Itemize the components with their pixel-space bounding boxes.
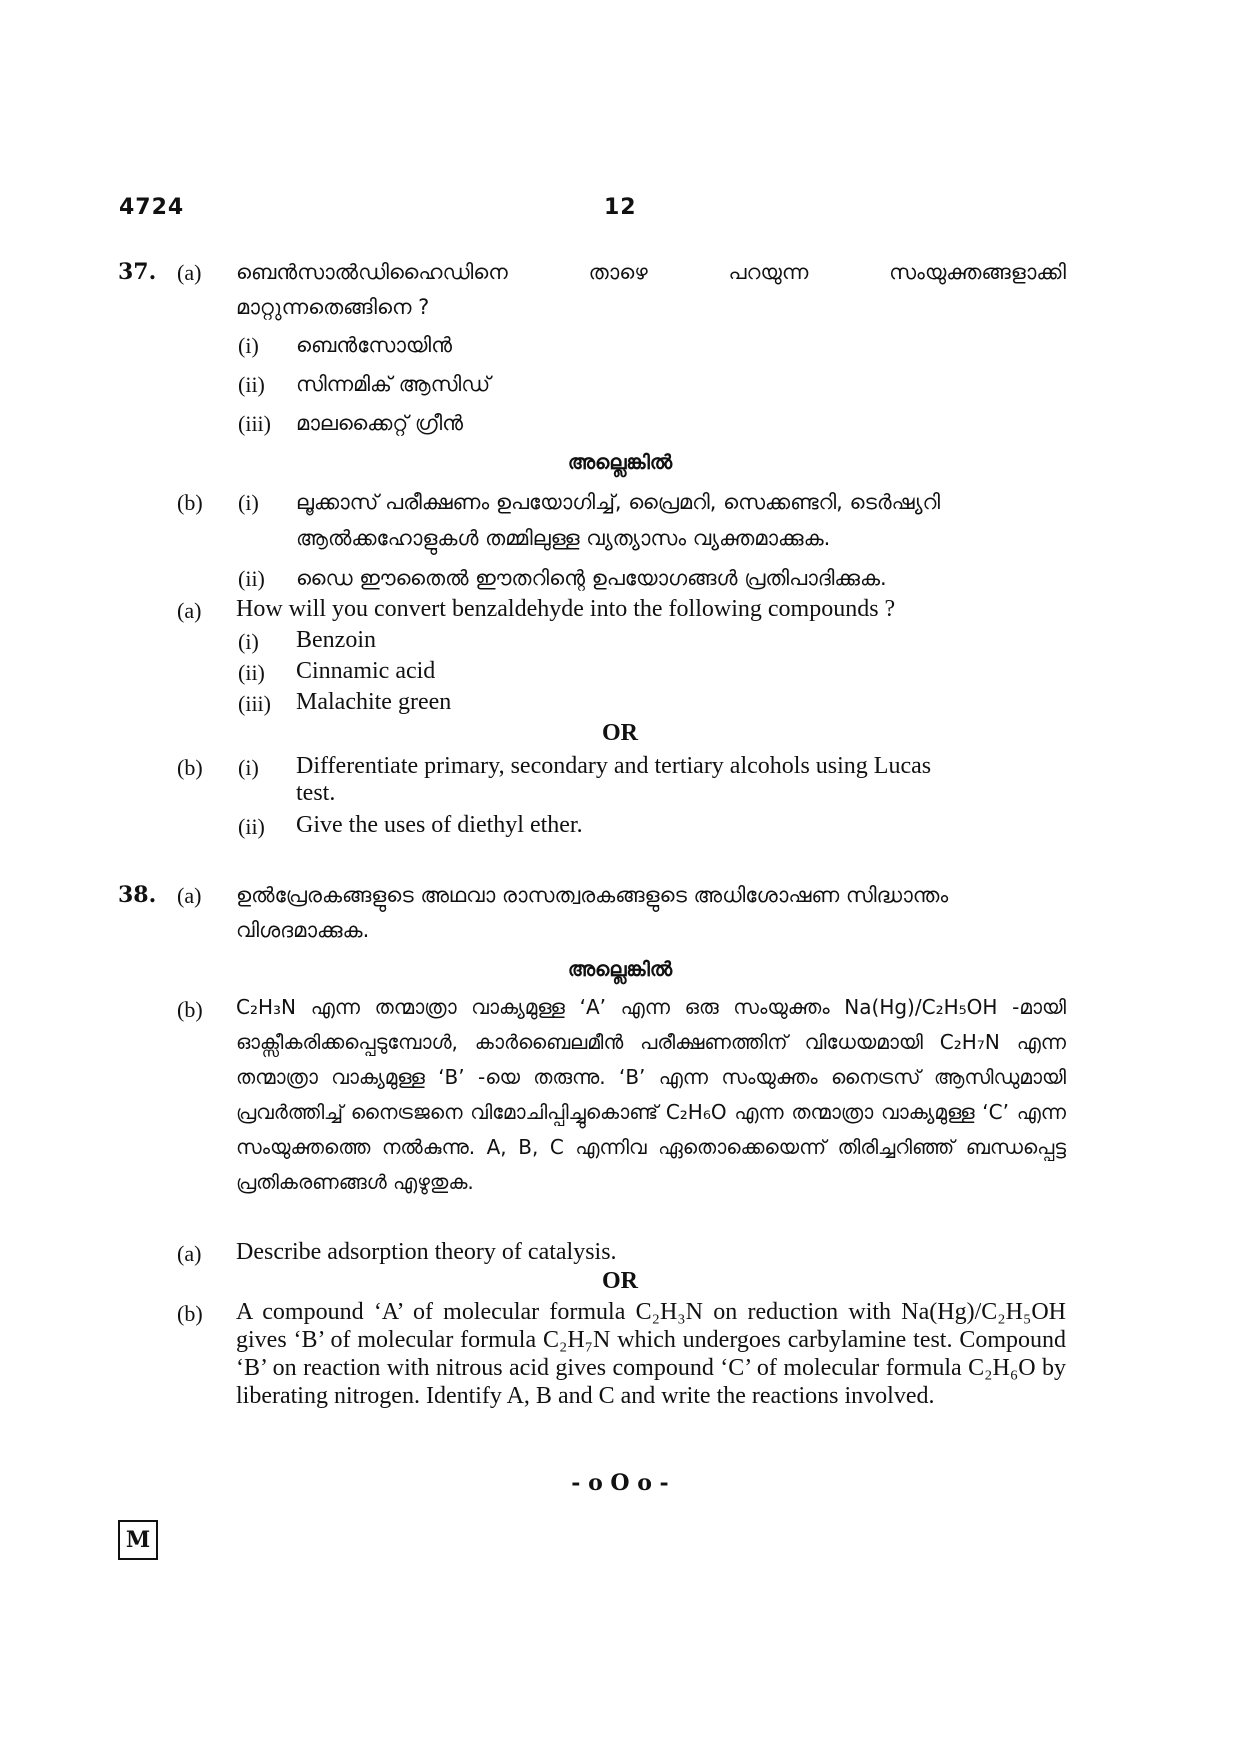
q37-mal-item-1: ബെൻസോയിൻ: [296, 333, 452, 357]
q37-eng-b-i-line2: test.: [296, 780, 336, 806]
question-number: 37.: [118, 259, 157, 285]
question-number: 38.: [118, 882, 157, 908]
q38-mal-a-line2: വിശദമാക്കുക.: [236, 918, 370, 942]
q38-mal-b-paragraph: C₂H₃N എന്ന തന്മാത്രാ വാക്യമുള്ള ‘A’ എന്ന ഒരു സംയുക്തം Na(Hg)/C₂H₅OH -മായി ഓക്സീകരിക്കപ്പെടുമ്പോൾ, കാർബൈലമീൻ പരീക്ഷണത്തിന് വിധേയമായി C₂H₇N എന്ന തന്മാത്രാ വാക്യമുള്ള ‘B’ -യെ തരുന്നു. ‘B’ എന്ന സംയുക്തം നൈട്രസ് ആസിഡുമായി പ്രവർത്തിച്ച് നൈട്രജനെ വിമോചിപ്പിച്ചുകൊണ്ട് C₂H₆O എന്ന തന്മാത്രാ വാക്യമുള്ള ‘C’ എന്ന സംയുക്തത്തെ നൽകുന്നു. A, B, C എന്നിവ ഏതൊക്കെയെന്ന് തിരിച്ചറിഞ്ഞ് ബന്ധപ്പെട്ട പ്രതികരണങ്ങൾ എഴുതുക.: [236, 995, 1066, 1194]
label-a: (a): [177, 260, 202, 285]
or-english: OR: [602, 720, 638, 746]
label-i: (i): [238, 490, 259, 515]
label-a: (a): [177, 1241, 202, 1266]
label-iii: (iii): [238, 691, 271, 716]
q37-mal-b-i-line2: ആൽക്കഹോളുകൾ തമ്മിലുള്ള വ്യത്യാസം വ്യക്തമാക്കുക.: [296, 526, 831, 550]
label-a: (a): [177, 598, 202, 623]
label-ii: (ii): [238, 660, 265, 685]
m-box: M: [118, 1520, 158, 1560]
or-english: OR: [602, 1268, 638, 1294]
or-malayalam: അല്ലെങ്കിൽ: [567, 450, 673, 474]
q37-mal-b-i-line1: ലൂക്കാസ് പരീക്ഷണം ഉപയോഗിച്ച്, പ്രൈമറി, സെക്കണ്ടറി, ടെർഷ്യറി: [296, 490, 941, 514]
q37-eng-b-i-line1: Differentiate primary, secondary and tertiary alcohols using Lucas: [296, 753, 932, 779]
label-i: (i): [238, 755, 259, 780]
q37-mal-item-3: മാലക്കൈറ്റ് ഗ്രീൻ: [296, 411, 464, 435]
end-mark: - o O o -: [571, 1470, 669, 1496]
or-malayalam: അല്ലെങ്കിൽ: [567, 957, 673, 981]
paper-code: 4724: [119, 195, 185, 220]
q37-mal-a-line2: മാറ്റുന്നതെങ്ങിനെ ?: [236, 295, 430, 319]
label-b: (b): [177, 997, 203, 1022]
page-number: 12: [604, 195, 637, 220]
q37-eng-b-ii: Give the uses of diethyl ether.: [296, 812, 583, 838]
q37-mal-a-line1: ബെൻസാൽഡിഹൈഡിനെ താഴെ പറയുന്ന സംയുക്തങ്ങളാക്കി: [236, 260, 1066, 284]
label-ii: (ii): [238, 814, 265, 839]
q37-eng-item-3: Malachite green: [296, 689, 452, 715]
q37-eng-a: How will you convert benzaldehyde into the following compounds ?: [236, 596, 896, 622]
label-ii: (ii): [238, 372, 265, 397]
q38-mal-a-line1: ഉൽപ്രേരകങ്ങളുടെ അഥവാ രാസത്വരകങ്ങളുടെ അധിശോഷണ സിദ്ധാന്തം: [236, 883, 949, 907]
q38-eng-a: Describe adsorption theory of catalysis.: [236, 1239, 617, 1265]
label-iii: (iii): [238, 411, 271, 436]
q37-mal-b-ii: ഡൈ ഈതൈൽ ഈതറിന്റെ ഉപയോഗങ്ങൾ പ്രതിപാദിക്കുക.: [296, 566, 887, 590]
label-i: (i): [238, 629, 259, 654]
label-b: (b): [177, 490, 203, 515]
label-i: (i): [238, 333, 259, 358]
label-ii: (ii): [238, 566, 265, 591]
q37-mal-item-2: സിന്നമിക് ആസിഡ്: [296, 372, 491, 396]
label-b: (b): [177, 1301, 203, 1326]
label-a: (a): [177, 883, 202, 908]
q37-eng-item-2: Cinnamic acid: [296, 658, 436, 684]
q38-eng-b-paragraph: A compound ‘A’ of molecular formula C₂H₃N on reduction with Na(Hg)/C₂H₅OH gives ‘B’ of molecular formula C₂H₇N which undergoes carbylamine test. Compound ‘B’ on reaction with nitrous acid gives compound ‘C’ of molecular formula C₂H₆O by liberating nitrogen. Identify A, B and C and write the reactions involved.: [236, 1299, 1066, 1409]
q37-eng-item-1: Benzoin: [296, 627, 376, 653]
label-b: (b): [177, 755, 203, 780]
